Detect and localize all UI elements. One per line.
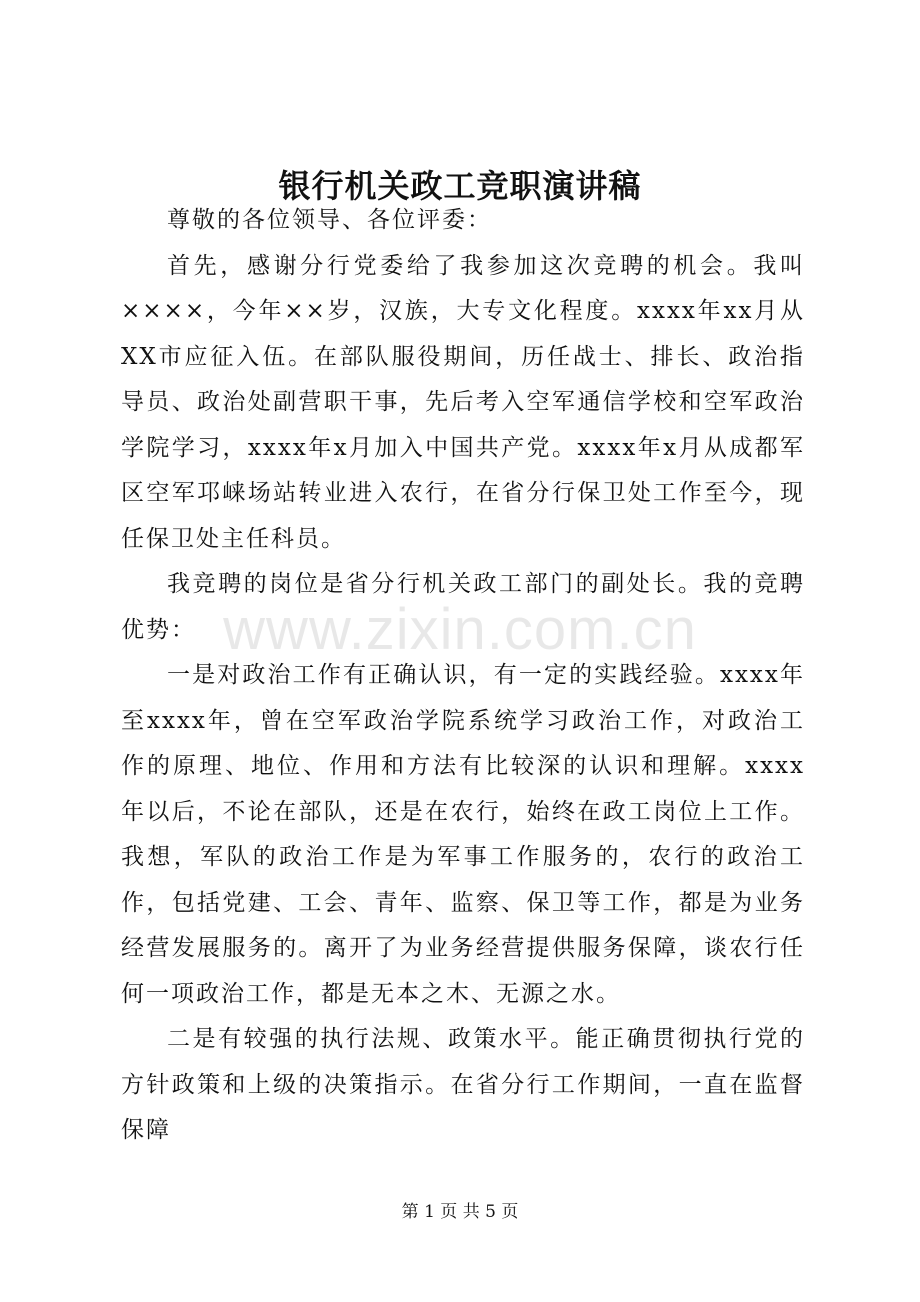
body-paragraph: 首先，感谢分行党委给了我参加这次竞聘的机会。我叫××××，今年××岁，汉族，大专文化程度。xxxx年xx月从XX市应征入伍。在部队服役期间，历任战士、排长、政治指导员、政治处副营职干事，先后考入空军通信学校和空军政治学院学习，xxxx年x月加入中国共产党。xxxx年x月从成都军区空军邛崃场站转业进入农行，在省分行保卫处工作至今，现任保卫处主任科员。	[121, 252, 805, 552]
document-title: 银行机关政工竞职演讲稿	[278, 167, 642, 205]
body-paragraph: 我竞聘的岗位是省分行机关政工部门的副处长。我的竞聘优势：	[121, 571, 805, 643]
body-paragraph: 二是有较强的执行法规、政策水平。能正确贯彻执行党的方针政策和上级的决策指示。在省分行工作期间，一直在监督保障	[121, 1026, 805, 1143]
watermark: www.zixin.com.cn	[223, 597, 697, 662]
salutation-paragraph: 尊敬的各位领导、各位评委：	[167, 207, 492, 233]
body-paragraph: 一是对政治工作有正确认识，有一定的实践经验。xxxx年至xxxx年，曾在空军政治学院系统学习政治工作，对政治工作的原理、地位、作用和方法有比较深的认识和理解。xxxx年以后，不论在部队，还是在农行，始终在政工岗位上工作。我想，军队的政治工作是为军事工作服务的，农行的政治工作，包括党建、工会、青年、监察、保卫等工作，都是为业务经营发展服务的。离开了为业务经营提供服务保障，谈农行任何一项政治工作，都是无本之木、无源之水。	[121, 662, 805, 1007]
page-footer: 第 1 页 共 5 页	[401, 1202, 519, 1222]
document-body	[121, 198, 805, 1154]
